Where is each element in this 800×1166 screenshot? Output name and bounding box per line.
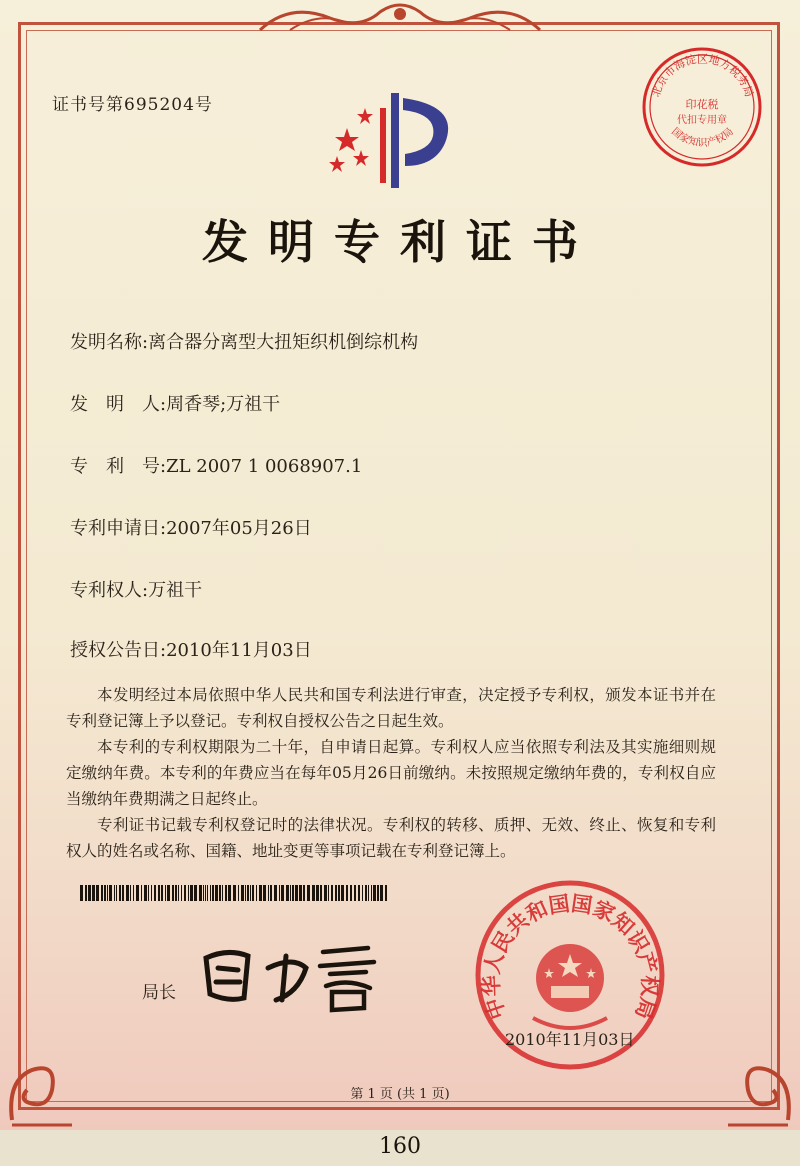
- invention-name-value: 离合器分离型大扭矩织机倒综机构: [148, 332, 419, 353]
- field-patent-no: [70, 452, 362, 478]
- barcode-bar: [331, 885, 333, 901]
- barcode-bar: [92, 885, 95, 901]
- certificate-title: 发明专利证书: [202, 215, 598, 269]
- barcode-bar: [281, 885, 284, 901]
- patentee-label: 专利权人:: [70, 580, 149, 601]
- field-patentee: [70, 576, 202, 602]
- barcode-bar: [122, 885, 124, 901]
- grant-date-value: 2010年11月03日: [166, 640, 312, 661]
- barcode-bar: [292, 885, 294, 901]
- tax-stamp: [640, 45, 765, 170]
- barcode-bar: [136, 885, 139, 901]
- barcode-bar: [205, 885, 206, 901]
- barcode-bar: [316, 885, 319, 901]
- field-inventor: [70, 390, 280, 416]
- barcode-bar: [350, 885, 352, 901]
- barcode-bar: [161, 885, 163, 901]
- barcode-bar: [312, 885, 315, 901]
- barcode-bar: [158, 885, 160, 901]
- filing-date-value: 2007年05月26日: [166, 518, 312, 539]
- barcode-bar: [101, 885, 103, 901]
- barcode-bar: [141, 885, 142, 901]
- body-paragraph: 本专利的专利权期限为二十年，自申请日起算。专利权人应当依照专利法及其实施细则规定缴纳年费。本专利的年费应当在每年05月26日前缴纳。未按照规定缴纳年费的，专利权自应当缴纳年费期满之日起终止。: [66, 738, 716, 808]
- patent-no-value: ZL 2007 1 0068907.1: [166, 456, 363, 477]
- barcode-bar: [270, 885, 272, 901]
- barcode-bar: [290, 885, 291, 901]
- barcode-bar: [328, 885, 329, 901]
- barcode-bar: [346, 885, 348, 901]
- barcode-bar: [307, 885, 310, 901]
- barcode-bar: [368, 885, 369, 901]
- barcode-bar: [324, 885, 327, 901]
- barcode-bar: [126, 885, 129, 901]
- barcode-bar: [85, 885, 87, 901]
- barcode-bar: [228, 885, 231, 901]
- barcode-bar: [144, 885, 147, 901]
- barcode-bar: [190, 885, 193, 901]
- barcode-bar: [165, 885, 166, 901]
- grant-date-label: 授权公告日:: [70, 640, 167, 661]
- barcode-bar: [210, 885, 211, 901]
- inventor-label: 发 明 人:: [70, 394, 167, 415]
- barcode-bar: [130, 885, 131, 901]
- barcode-bar: [199, 885, 202, 901]
- tax-stamp-center-2: 代扣专用章: [677, 115, 727, 126]
- barcode-bar: [181, 885, 182, 901]
- tax-stamp-ring-text: 北京市海淀区地方税务局: [649, 52, 756, 99]
- barcode-bar: [354, 885, 356, 901]
- barcode-bar: [212, 885, 214, 901]
- barcode-bar: [385, 885, 387, 901]
- seal-ring-text: 中华人民共和国国家知识产权局: [478, 890, 663, 1023]
- barcode-bar: [109, 885, 112, 901]
- barcode-bar: [215, 885, 218, 901]
- barcode-bar: [279, 885, 280, 901]
- barcode-bar: [341, 885, 344, 901]
- barcode-bar: [274, 885, 277, 901]
- barcode-bar: [365, 885, 367, 901]
- barcode-bar: [299, 885, 302, 901]
- patent-no-label: 专 利 号:: [70, 456, 167, 477]
- barcode-bar: [373, 885, 376, 901]
- book-page-number: 160: [379, 1134, 421, 1159]
- director-label: 局长: [142, 983, 176, 1003]
- barcode-bar: [250, 885, 251, 901]
- seal-date: 2010年11月03日: [505, 1030, 635, 1049]
- body-paragraph: 本发明经过本局依照中华人民共和国专利法进行审查，决定授予专利权，颁发本证书并在专利登记簿上予以登记。专利权自授权公告之日起生效。: [66, 686, 716, 730]
- barcode-bar: [256, 885, 257, 901]
- barcode-bar: [362, 885, 363, 901]
- top-ornament: [250, 0, 550, 34]
- barcode-bar: [335, 885, 337, 901]
- barcode-bar: [203, 885, 204, 901]
- barcode-bar: [184, 885, 186, 901]
- barcode-bar: [96, 885, 99, 901]
- barcode-bar: [295, 885, 298, 901]
- barcode-bar: [233, 885, 236, 901]
- body-paragraph: 专利证书记载专利权登记时的法律状况。专利权的转移、质押、无效、终止、恢复和专利权人的姓名或名称、国籍、地址变更等事项记载在专利登记簿上。: [66, 816, 716, 860]
- field-filing-date: [70, 514, 312, 540]
- barcode-bar: [88, 885, 91, 901]
- tax-stamp-bottom-text: 国家知识产权局: [669, 126, 736, 149]
- barcode-bar: [225, 885, 227, 901]
- page-indicator: 第 1 页 (共 1 页): [350, 1087, 450, 1102]
- barcode-bar: [268, 885, 269, 901]
- barcode-bar: [114, 885, 115, 901]
- barcode-bar: [380, 885, 383, 901]
- barcode-bar: [175, 885, 177, 901]
- barcode-bar: [252, 885, 254, 901]
- barcode-bar: [247, 885, 249, 901]
- barcode-bar: [259, 885, 262, 901]
- barcode-bar: [154, 885, 156, 901]
- barcode-bar: [167, 885, 170, 901]
- inventor-value: 周香琴;万祖干: [166, 394, 281, 415]
- barcode-bar: [148, 885, 149, 901]
- barcode-bar: [133, 885, 134, 901]
- barcode-bar: [371, 885, 372, 901]
- barcode-bar: [116, 885, 117, 901]
- barcode-bar: [263, 885, 266, 901]
- invention-name-label: 发明名称:: [70, 332, 149, 353]
- barcode-bar: [377, 885, 379, 901]
- barcode-bar: [151, 885, 152, 901]
- patentee-value: 万祖干: [148, 580, 203, 601]
- barcode-bar: [188, 885, 189, 901]
- barcode-bar: [241, 885, 244, 901]
- field-grant-date: [70, 636, 312, 662]
- svg-text:北京市海淀区地方税务局: [649, 52, 756, 99]
- director-signature: [198, 938, 383, 1016]
- barcode-bar: [358, 885, 360, 901]
- barcode-bar: [245, 885, 246, 901]
- barcode-bar: [119, 885, 121, 901]
- tax-stamp-center-1: 印花税: [685, 98, 719, 111]
- barcode-bar: [320, 885, 322, 901]
- certificate-body: [66, 682, 716, 864]
- barcode-bar: [172, 885, 174, 901]
- svg-text:国家知识产权局: [669, 125, 736, 148]
- barcode-bar: [194, 885, 197, 901]
- barcode-bar: [80, 885, 83, 901]
- certificate-number: 证书号第695204号: [52, 95, 213, 115]
- barcode-bar: [104, 885, 106, 901]
- field-invention-name: [70, 328, 418, 354]
- barcode-bar: [207, 885, 208, 901]
- barcode-bar: [222, 885, 223, 901]
- barcode-bar: [238, 885, 239, 901]
- barcode-bar: [178, 885, 179, 901]
- barcode-bar: [286, 885, 289, 901]
- filing-date-label: 专利申请日:: [70, 518, 167, 539]
- patent-office-logo: [325, 88, 465, 198]
- barcode: [80, 885, 390, 901]
- barcode-bar: [303, 885, 305, 901]
- barcode-bar: [107, 885, 108, 901]
- barcode-bar: [338, 885, 340, 901]
- barcode-bar: [219, 885, 221, 901]
